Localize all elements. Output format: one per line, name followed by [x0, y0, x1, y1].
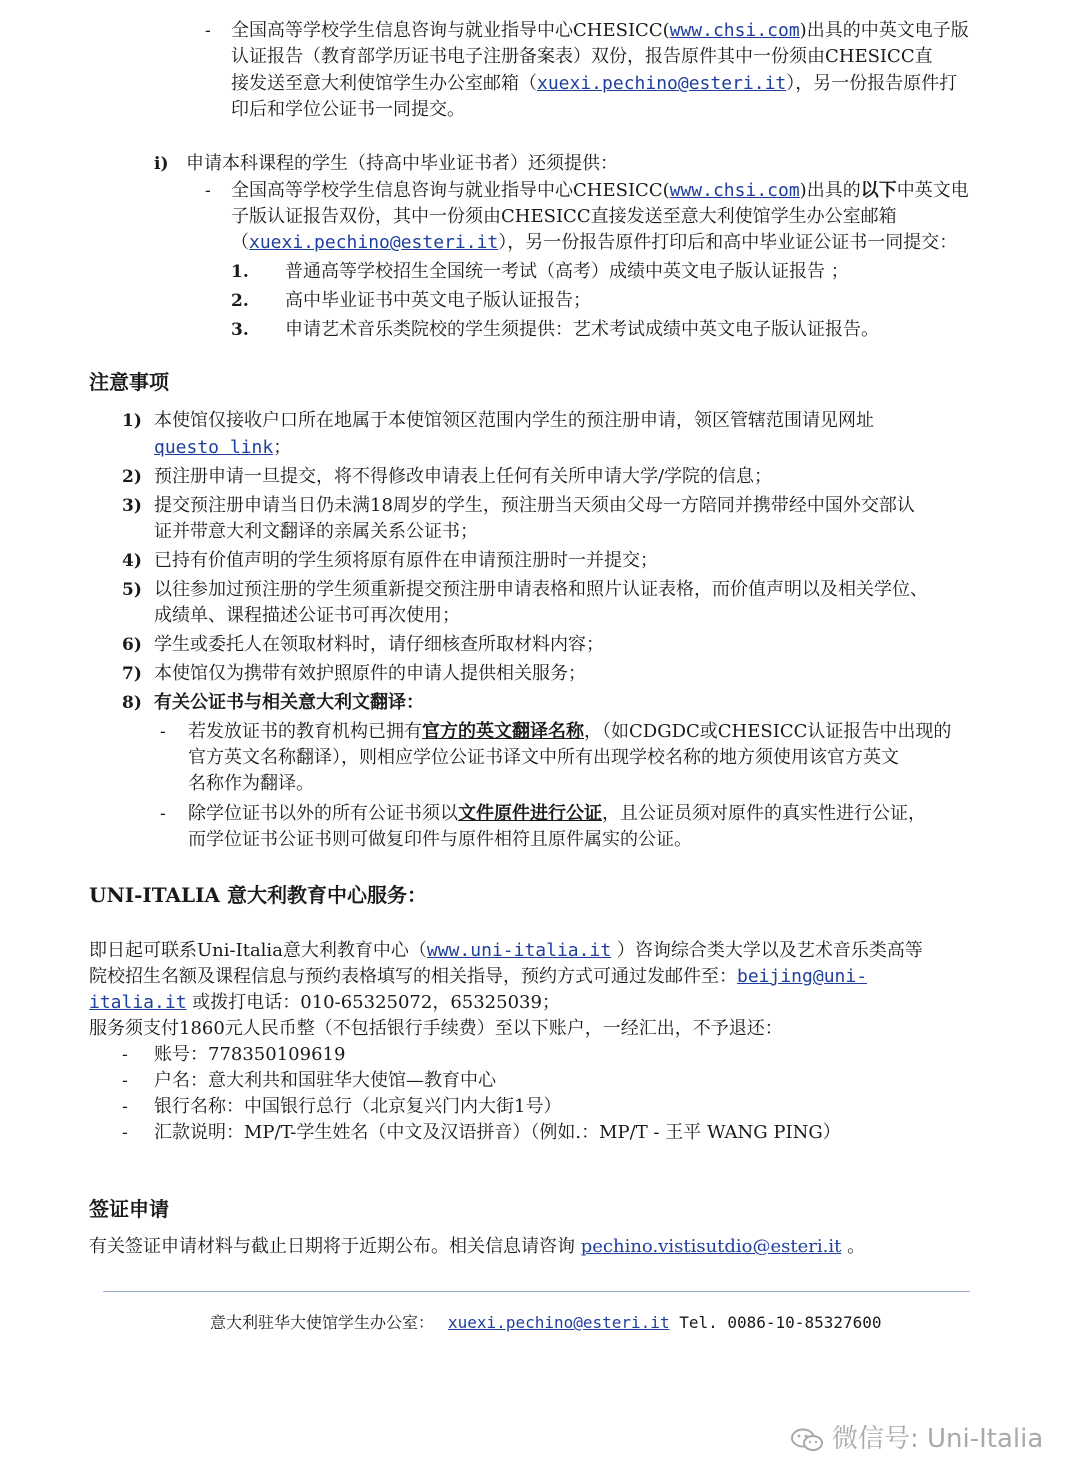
dash-bullet: - [122, 1097, 128, 1117]
wechat-icon [790, 1428, 824, 1452]
item-i-line1: 全国高等学校学生信息咨询与就业指导中心CHESICC(www.chsi.com)出具的以下中英文电 [231, 180, 969, 201]
number-3: 3. [231, 320, 249, 340]
number-1: 1. [231, 262, 249, 282]
note-8: 有关公证书与相关意大利文翻译： [154, 692, 424, 713]
note-number: 7) [122, 664, 142, 684]
note-number: 3) [122, 496, 142, 516]
numbered-item-1: 普通高等学校招生全国统一考试（高考）成绩中英文电子版认证报告 ； [285, 261, 849, 282]
dash-bullet: - [205, 21, 211, 41]
note-7: 本使馆仅为携带有效护照原件的申请人提供相关服务； [154, 663, 586, 684]
note-number: 5) [122, 580, 142, 600]
visa-email-link[interactable]: pechino.vistisutdio@esteri.it [580, 1236, 842, 1257]
uni-italia-heading: UNI-ITALIA 意大利教育中心服务： [89, 883, 427, 907]
note-3-line2: 证并带意大利文翻译的亲属关系公证书； [154, 521, 478, 542]
note-1-line2: questo link； [154, 437, 292, 458]
note-8b-line2: 而学位证书公证书则可做复印件与原件相符且原件属实的公证。 [188, 829, 692, 850]
note-2: 预注册申请一旦提交，将不得修改申请表上任何有关所申请大学/学院的信息； [154, 466, 773, 487]
note-number: 4) [122, 551, 142, 571]
uni-p4: 服务须支付1860元人民币整（不包括银行手续费）至以下账户，一经汇出，不予退还： [89, 1018, 783, 1039]
item1-line4: 印后和学位公证书一同提交。 [231, 99, 465, 120]
visa-text: 有关签证申请材料与截止日期将于近期公布。相关信息请咨询 pechino.vistisutdio@esteri.it 。 [89, 1236, 866, 1257]
beijing-email-link-cont[interactable]: italia.it [89, 992, 187, 1013]
note-number: 6) [122, 635, 142, 655]
note-8a-line1: 若发放证书的教育机构已拥有官方的英文翻译名称，（如CDGDC或CHESICC认证报告中出现的 [188, 721, 952, 742]
note-8b-line1: 除学位证书以外的所有公证书须以文件原件进行公证，且公证员须对原件的真实性进行公证， [188, 803, 926, 824]
marker-i: i) [154, 154, 169, 174]
dash-bullet: - [160, 722, 166, 742]
note-number: 1) [122, 411, 142, 431]
numbered-item-3: 申请艺术音乐类院校的学生须提供：艺术考试成绩中英文电子版认证报告。 [285, 319, 879, 340]
note-8a-line3: 名称作为翻译。 [188, 773, 314, 794]
note-number: 2) [122, 467, 142, 487]
note-5-line2: 成绩单、课程描述公证书可再次使用； [154, 605, 460, 626]
chsi-link[interactable]: www.chsi.com [669, 180, 800, 201]
account-name: 户名：意大利共和国驻华大使馆—教育中心 [154, 1070, 496, 1091]
dash-bullet: - [122, 1123, 128, 1143]
notes-heading: 注意事项 [89, 370, 169, 394]
note-3-line1: 提交预注册申请当日仍未满18周岁的学生，预注册当天须由父母一方陪同并携带经中国外交部认 [154, 495, 915, 516]
questo-link[interactable]: questo link [154, 437, 274, 458]
note-number: 8) [122, 693, 142, 713]
beijing-email-link[interactable]: beijing@uni- [737, 966, 868, 987]
account-number: 账号：778350109619 [154, 1044, 346, 1065]
uni-p2: 院校招生名额及课程信息与预约表格填写的相关指导，预约方式可通过发邮件至：beijing@uni- [89, 966, 868, 987]
xuexi-email-link[interactable]: xuexi.pechino@esteri.it [537, 73, 787, 94]
dash-bullet: - [122, 1071, 128, 1091]
wechat-watermark: 微信号: Uni-Italia [790, 1418, 1043, 1455]
dash-bullet: - [122, 1045, 128, 1065]
item-i-line3: （xuexi.pechino@esteri.it），另一份报告原件打印后和高中毕业证公证书一同提交： [231, 232, 958, 253]
bank-name: 银行名称：中国银行总行（北京复兴门内大街1号） [154, 1096, 562, 1117]
remittance-note: 汇款说明：MP/T-学生姓名（中文及汉语拼音）（例如.：MP/T - 王平 WANG PING） [154, 1122, 841, 1143]
note-1-line1: 本使馆仅接收户口所在地属于本使馆领区范围内学生的预注册申请，领区管辖范围请见网址 [154, 410, 874, 431]
item1-line2: 认证报告（教育部学历证书电子注册备案表）双份，报告原件其中一份须由CHESICC直 [231, 46, 933, 67]
uni-p3: italia.it 或拨打电话：010-65325072，65325039； [89, 992, 560, 1013]
note-4: 已持有价值声明的学生须将原有原件在申请预注册时一并提交； [154, 550, 658, 571]
chsi-link[interactable]: www.chsi.com [669, 20, 800, 41]
item1-line1: 全国高等学校学生信息咨询与就业指导中心CHESICC(www.chsi.com)出具的中英文电子版 [231, 20, 969, 41]
note-6: 学生或委托人在领取材料时，请仔细核查所取材料内容； [154, 634, 604, 655]
dash-bullet: - [205, 181, 211, 201]
footer: 意大利驻华大使馆学生办公室： xuexi.pechino@esteri.it Tel. 0086-10-85327600 [210, 1313, 882, 1332]
footer-divider [103, 1291, 970, 1292]
item1-line3: 接发送至意大利使馆学生办公室邮箱（xuexi.pechino@esteri.it），另一份报告原件打 [231, 73, 958, 94]
note-5-line1: 以往参加过预注册的学生须重新提交预注册申请表格和照片认证表格，而价值声明以及相关学位、 [154, 579, 928, 600]
dash-bullet: - [160, 804, 166, 824]
uni-p1: 即日起可联系Uni-Italia意大利教育中心（www.uni-italia.it ）咨询综合类大学以及艺术音乐类高等 [89, 940, 923, 961]
item-i-line2: 子版认证报告双份，其中一份须由CHESICC直接发送至意大利使馆学生办公室邮箱 [231, 206, 897, 227]
footer-email-link[interactable]: xuexi.pechino@esteri.it [448, 1313, 670, 1332]
note-8a-line2: 官方英文名称翻译），则相应学位公证书译文中所有出现学校名称的地方须使用该官方英文 [188, 747, 899, 768]
item-i-title: 申请本科课程的学生（持高中毕业证书者）还须提供： [186, 153, 618, 174]
xuexi-email-link[interactable]: xuexi.pechino@esteri.it [249, 232, 499, 253]
uni-italia-site-link[interactable]: www.uni-italia.it [426, 940, 612, 961]
visa-heading: 签证申请 [89, 1197, 169, 1221]
numbered-item-2: 高中毕业证书中英文电子版认证报告； [285, 290, 591, 311]
number-2: 2. [231, 291, 249, 311]
